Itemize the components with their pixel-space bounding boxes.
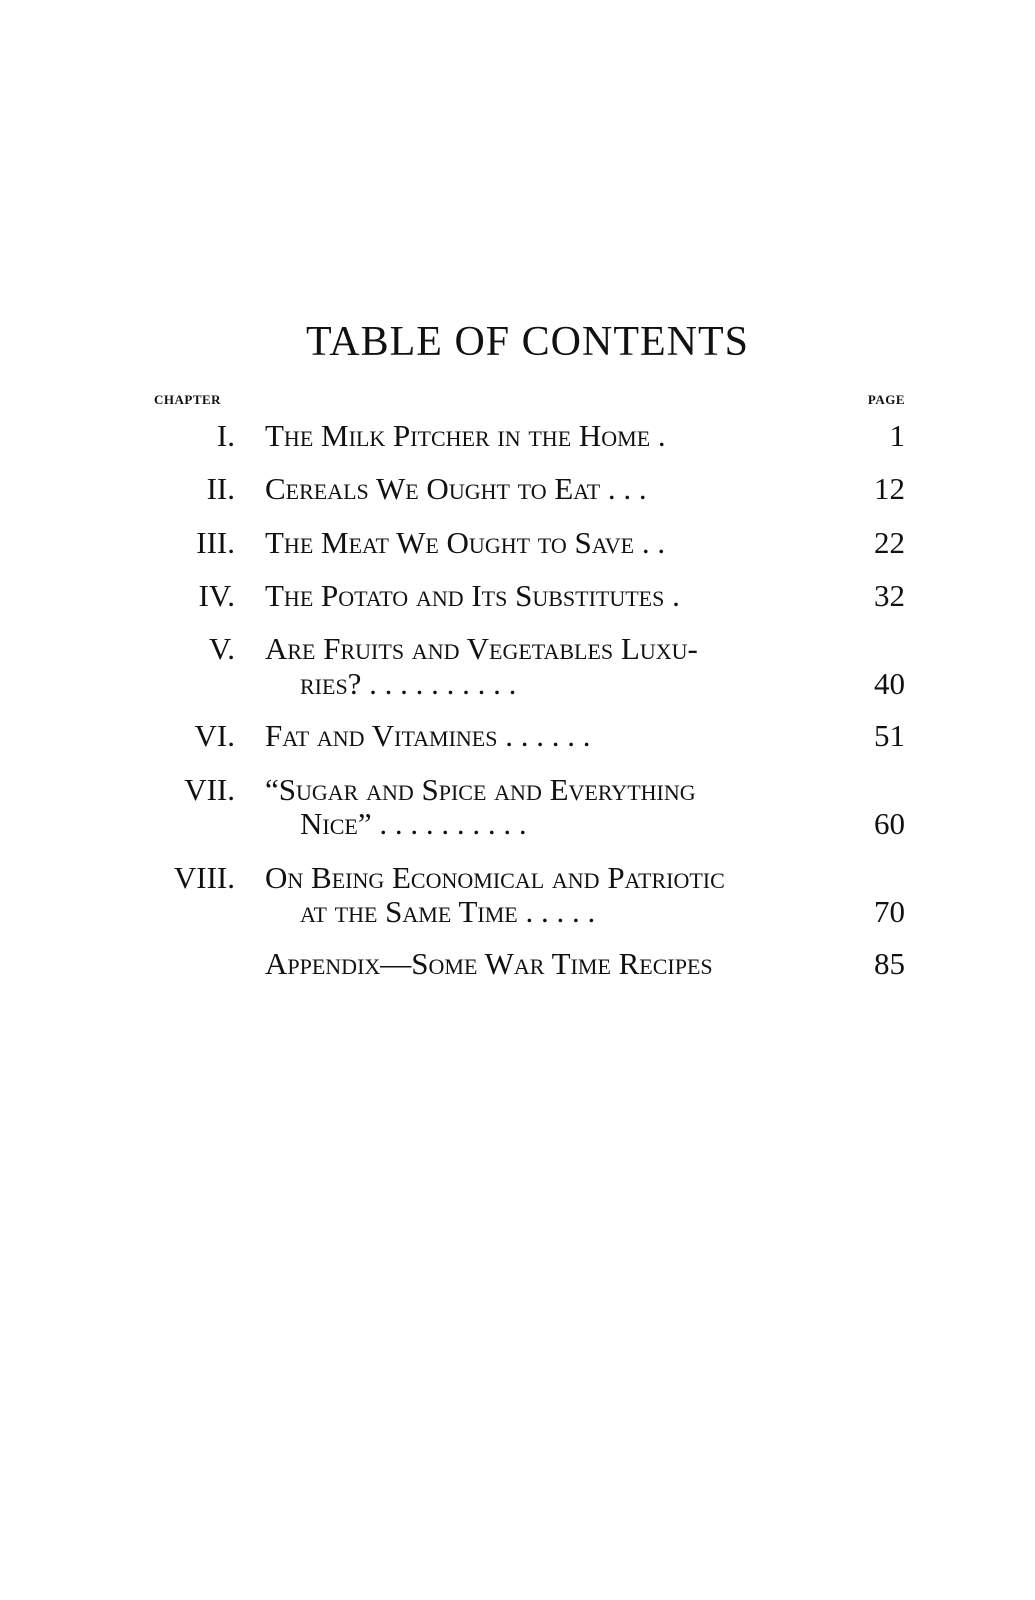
chapter-title-continuation: at the Same Time . . . . .: [300, 894, 596, 929]
page-number: 70: [874, 894, 905, 929]
page-number: 32: [874, 578, 905, 613]
chapter-number: V.: [208, 631, 235, 666]
page-number: 85: [874, 946, 905, 981]
chapter-title: The Meat We Ought to Save . .: [265, 525, 666, 560]
page-number: 51: [874, 718, 905, 753]
chapter-title: Fat and Vitamines . . . . . .: [265, 718, 591, 753]
chapter-number: IV.: [198, 578, 235, 613]
chapter-title: The Potato and Its Substitutes .: [265, 578, 680, 613]
chapter-title-continuation: ries? . . . . . . . . . .: [300, 666, 517, 701]
chapter-title: On Being Economical and Patriotic: [265, 860, 725, 895]
chapter-title: The Milk Pitcher in the Home .: [265, 418, 666, 453]
page-number: 22: [874, 525, 905, 560]
appendix-title: Appendix—Some War Time Recipes: [265, 946, 713, 981]
chapter-number: II.: [206, 471, 235, 506]
chapter-title: Cereals We Ought to Eat . . .: [265, 471, 647, 506]
chapter-title-continuation: Nice” . . . . . . . . . .: [300, 806, 527, 841]
chapter-title: “Sugar and Spice and Everything: [265, 772, 696, 807]
chapter-number: VII.: [184, 772, 235, 807]
chapter-number: VI.: [194, 718, 235, 753]
page-number: 1: [889, 418, 905, 453]
chapter-number: III.: [196, 525, 235, 560]
chapter-number: VIII.: [173, 860, 235, 895]
chapter-title: Are Fruits and Vegetables Luxu-: [265, 631, 698, 666]
chapter-number: I.: [216, 418, 235, 453]
chapter-column-header: CHAPTER: [154, 392, 222, 407]
page-number: 60: [874, 806, 905, 841]
page-title: TABLE OF CONTENTS: [306, 319, 749, 365]
page-number: 12: [874, 471, 905, 506]
page-column-header: PAGE: [867, 392, 905, 407]
page-number: 40: [874, 666, 905, 701]
